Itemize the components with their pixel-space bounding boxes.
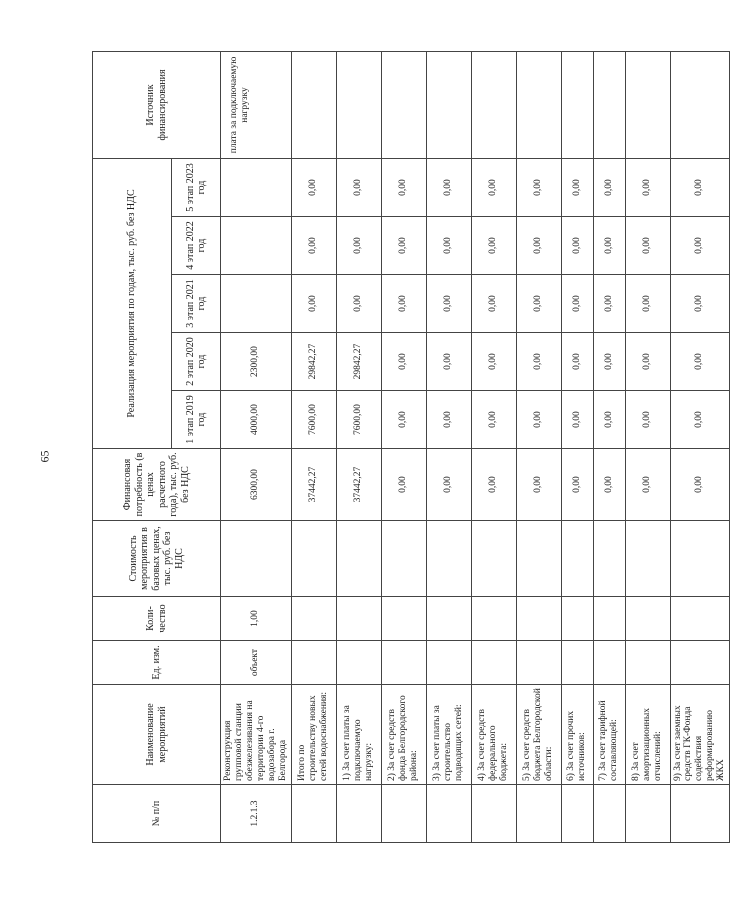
row-stage-5: 0,00 <box>625 158 670 216</box>
cell-source: плата за подключаемую нагрузку <box>221 51 292 158</box>
table-row-main <box>221 51 292 842</box>
table-row <box>291 51 336 842</box>
table-row <box>593 51 625 842</box>
row-label: 6) За счет прочих источников: <box>561 685 593 785</box>
header-row-1 <box>93 51 172 842</box>
row-label: 4) За счет средств федерального бюджета: <box>471 685 516 785</box>
row-need: 0,00 <box>670 449 730 521</box>
table-row <box>561 51 593 842</box>
row-stage-3: 0,00 <box>516 275 561 333</box>
row-label: 7) За счет тарифной составляющей: <box>593 685 625 785</box>
header-unit: Ед. изм. <box>93 641 221 685</box>
header-num: № п/п <box>93 785 221 843</box>
row-stage-3: 0,00 <box>625 275 670 333</box>
row-stage-4: 0,00 <box>670 217 730 275</box>
table-row <box>516 51 561 842</box>
row-stage-5: 0,00 <box>336 158 381 216</box>
row-stage-4: 0,00 <box>426 217 471 275</box>
row-stage-2: 0,00 <box>381 333 426 391</box>
row-stage-1: 0,00 <box>381 391 426 449</box>
row-stage-4: 0,00 <box>381 217 426 275</box>
row-need: 0,00 <box>516 449 561 521</box>
cell-cost-base <box>221 521 292 597</box>
row-stage-4: 0,00 <box>593 217 625 275</box>
row-stage-3: 0,00 <box>381 275 426 333</box>
cell-financial-need: 6300,00 <box>221 449 292 521</box>
table-row <box>336 51 381 842</box>
row-stage-5: 0,00 <box>426 158 471 216</box>
row-stage-5: 0,00 <box>471 158 516 216</box>
row-stage-5: 0,00 <box>381 158 426 216</box>
row-stage-1: 0,00 <box>561 391 593 449</box>
cell-name: Реконструкция групповой станции обезжелезивания на территории 4-го водозабора г. Белгорода <box>221 685 292 785</box>
row-stage-1: 0,00 <box>670 391 730 449</box>
row-stage-2: 0,00 <box>516 333 561 391</box>
row-stage-5: 0,00 <box>593 158 625 216</box>
row-stage-5: 0,00 <box>291 158 336 216</box>
row-label: 5) За счет средств бюджета Белгородской области: <box>516 685 561 785</box>
cell-stage-5 <box>221 158 292 216</box>
header-source: Источник финансирования <box>93 51 221 158</box>
rotated-table-container <box>92 52 727 843</box>
row-label: Итого по строительству новых сетей водоснабжения: <box>291 685 336 785</box>
row-stage-1: 0,00 <box>593 391 625 449</box>
cell-stage-2: 2300,00 <box>221 333 292 391</box>
row-stage-2: 0,00 <box>471 333 516 391</box>
row-need: 0,00 <box>593 449 625 521</box>
header-stage-4: 4 этап 2022 год <box>172 217 221 275</box>
row-stage-2: 0,00 <box>426 333 471 391</box>
row-stage-3: 0,00 <box>471 275 516 333</box>
table-row <box>625 51 670 842</box>
row-need: 0,00 <box>381 449 426 521</box>
table-row <box>670 51 730 842</box>
header-qty: Коли-чество <box>93 597 221 641</box>
row-stage-3: 0,00 <box>291 275 336 333</box>
row-stage-1: 0,00 <box>426 391 471 449</box>
row-stage-4: 0,00 <box>561 217 593 275</box>
cell-stage-4 <box>221 217 292 275</box>
row-stage-1: 7600,00 <box>291 391 336 449</box>
row-need: 37442,27 <box>291 449 336 521</box>
header-stage-1: 1 этап 2019 год <box>172 391 221 449</box>
cell-stage-3 <box>221 275 292 333</box>
row-label: 9) За счет заемных средств ГК-Фонда содействия реформированию ЖКХ <box>670 685 730 785</box>
row-need: 0,00 <box>471 449 516 521</box>
row-stage-4: 0,00 <box>516 217 561 275</box>
row-stage-2: 29842,27 <box>291 333 336 391</box>
row-stage-5: 0,00 <box>516 158 561 216</box>
row-need: 0,00 <box>426 449 471 521</box>
row-label: 1) За счет платы за подключаемую нагрузку: <box>336 685 381 785</box>
row-stage-3: 0,00 <box>336 275 381 333</box>
page-number: 65 <box>37 450 52 463</box>
table-row <box>381 51 426 842</box>
header-financial-need: Финансовая потребность (в ценах расчетного года), тыс. руб. без НДС <box>93 449 221 521</box>
cell-qty: 1,00 <box>221 597 292 641</box>
row-need: 0,00 <box>561 449 593 521</box>
row-stage-3: 0,00 <box>670 275 730 333</box>
row-stage-2: 29842,27 <box>336 333 381 391</box>
row-stage-4: 0,00 <box>336 217 381 275</box>
row-stage-4: 0,00 <box>291 217 336 275</box>
header-cost-base: Стоимость мероприятия в базовых ценах, тыс. руб. без НДС <box>93 521 221 597</box>
cell-num: 1.2.1.3 <box>221 785 292 843</box>
row-need: 37442,27 <box>336 449 381 521</box>
row-label: 3) За счет платы за строительство подводящих сетей: <box>426 685 471 785</box>
row-stage-4: 0,00 <box>471 217 516 275</box>
row-stage-3: 0,00 <box>561 275 593 333</box>
row-stage-2: 0,00 <box>670 333 730 391</box>
row-stage-1: 0,00 <box>625 391 670 449</box>
row-stage-5: 0,00 <box>670 158 730 216</box>
table-row <box>426 51 471 842</box>
table-row <box>471 51 516 842</box>
row-label: 2) За счет средств фонда Белгородского района: <box>381 685 426 785</box>
row-need: 0,00 <box>625 449 670 521</box>
header-realization: Реализация мероприятия по годам, тыс. руб. без НДС <box>93 158 172 448</box>
cell-unit: объект <box>221 641 292 685</box>
header-stage-3: 3 этап 2021 год <box>172 275 221 333</box>
header-name: Наименование мероприятий <box>93 685 221 785</box>
row-stage-5: 0,00 <box>561 158 593 216</box>
row-label: 8) За счет амортизационных отчислений: <box>625 685 670 785</box>
row-stage-3: 0,00 <box>426 275 471 333</box>
row-stage-1: 0,00 <box>516 391 561 449</box>
row-stage-2: 0,00 <box>561 333 593 391</box>
row-stage-4: 0,00 <box>625 217 670 275</box>
header-stage-5: 5 этап 2023 год <box>172 158 221 216</box>
financing-table <box>92 51 730 843</box>
header-stage-2: 2 этап 2020 год <box>172 333 221 391</box>
row-stage-1: 0,00 <box>471 391 516 449</box>
cell-stage-1: 4000,00 <box>221 391 292 449</box>
row-stage-2: 0,00 <box>625 333 670 391</box>
row-stage-2: 0,00 <box>593 333 625 391</box>
row-stage-3: 0,00 <box>593 275 625 333</box>
row-stage-1: 7600,00 <box>336 391 381 449</box>
